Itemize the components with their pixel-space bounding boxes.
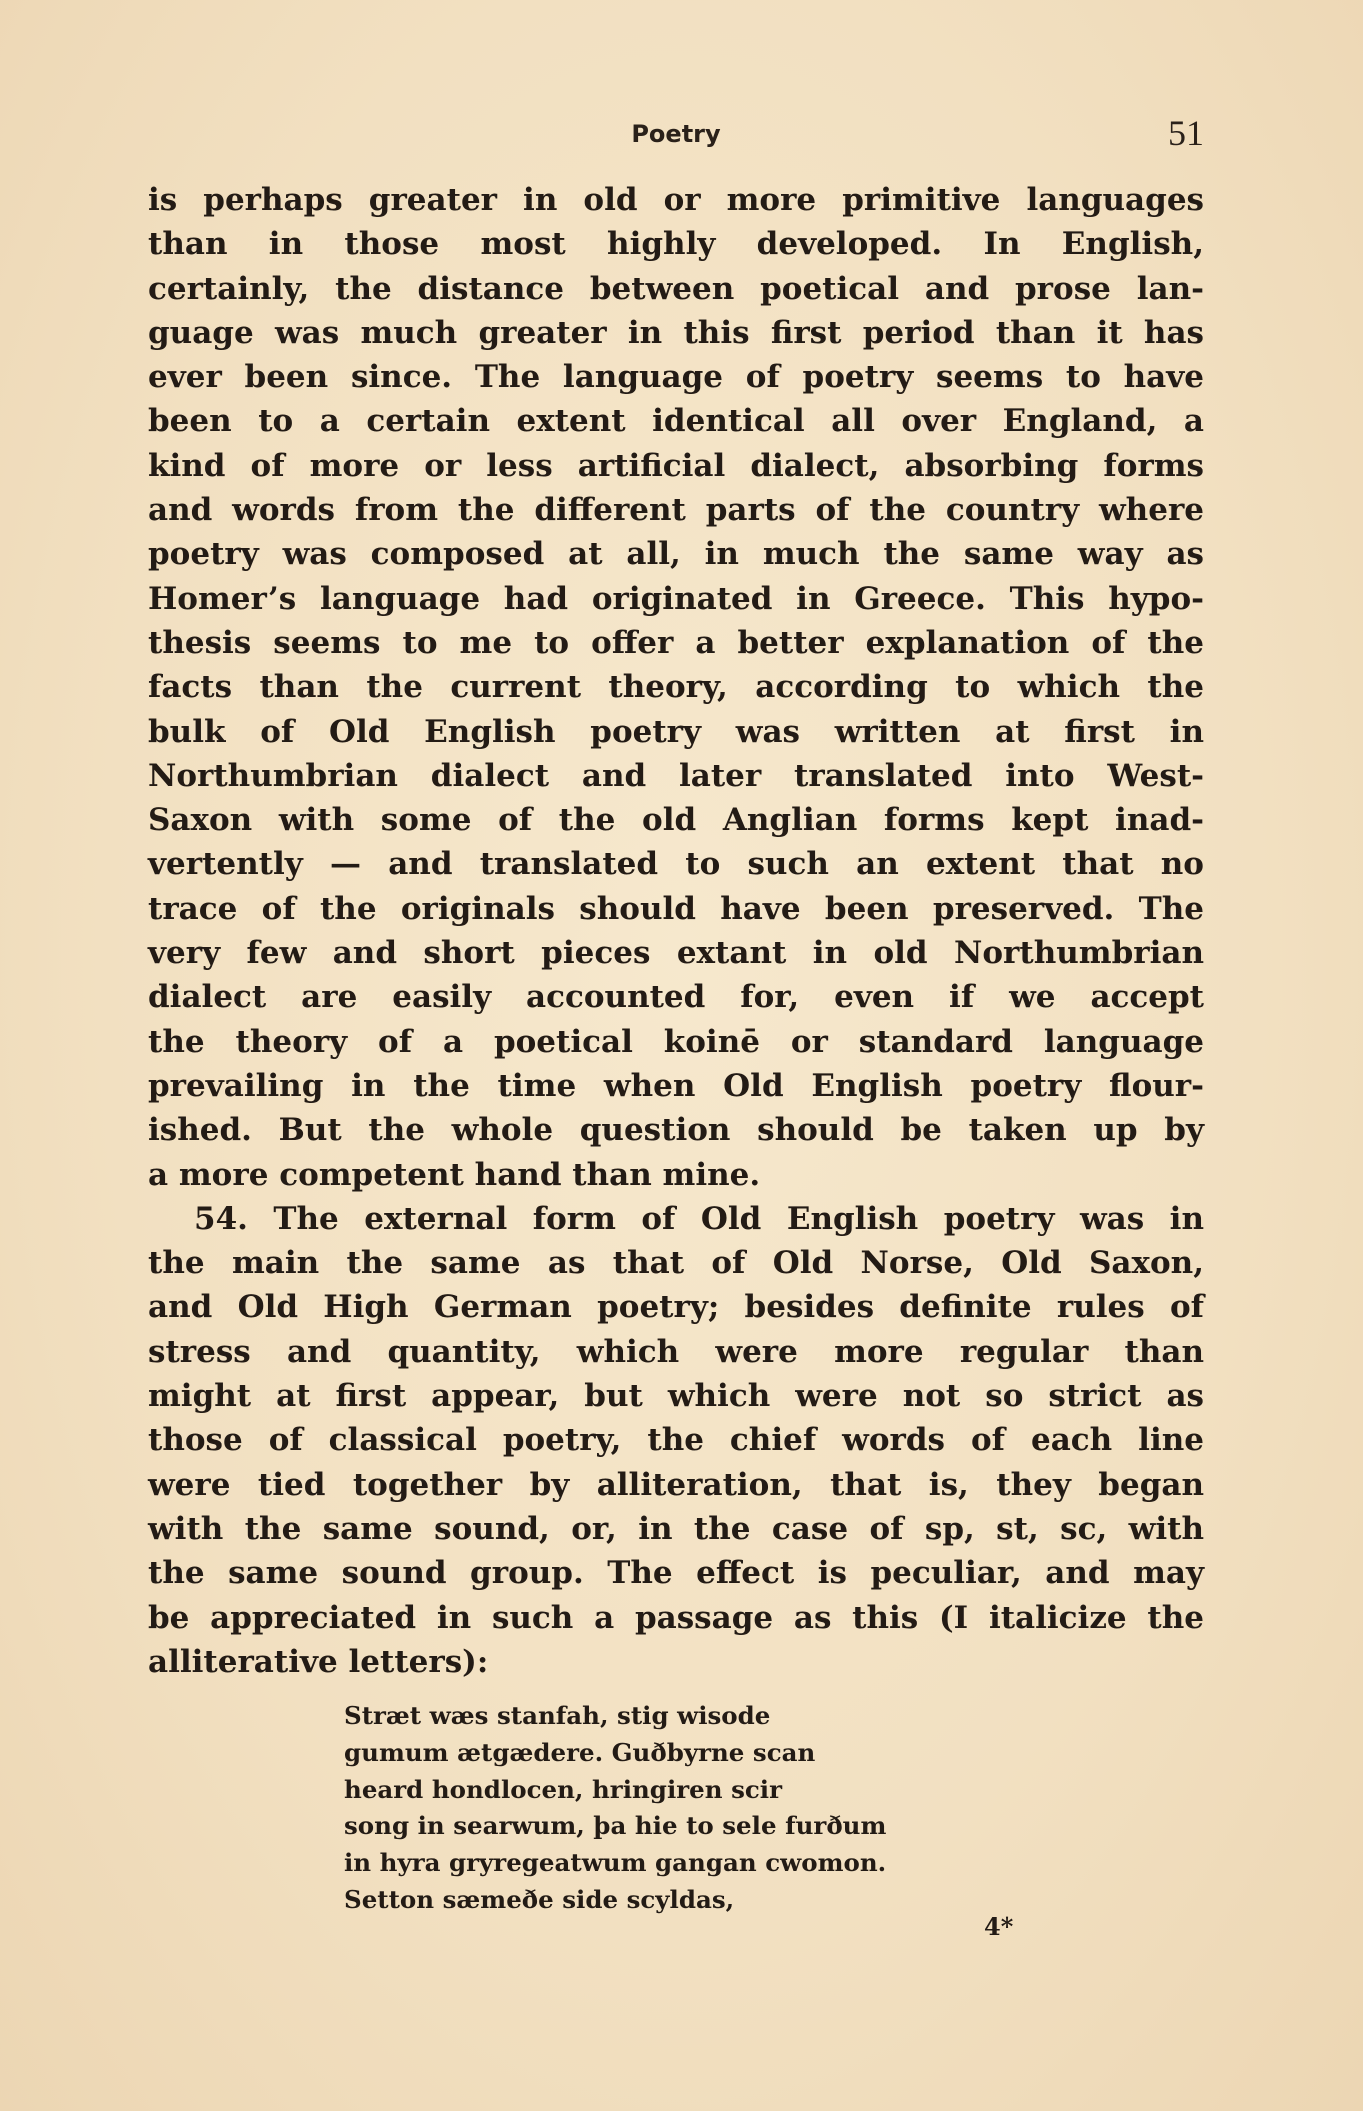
text-line: is perhaps greater in old or more primitive languages bbox=[148, 182, 1204, 218]
text-line: vertently — and translated to such an extent that no bbox=[148, 846, 1204, 883]
text-line: ever been since. The language of poetry seems to have bbox=[148, 359, 1204, 396]
verse-line: Setton sæmeðe side scyldas, bbox=[344, 1884, 735, 1914]
text-line: thesis seems to me to offer a better explanation of the bbox=[148, 624, 1204, 661]
text-line: and Old High German poetry; besides definite rules of bbox=[148, 1289, 1204, 1326]
verse-quotation bbox=[344, 1698, 1024, 1919]
text-line: very few and short pieces extant in old Northumbrian bbox=[148, 935, 1204, 972]
text-line: Northumbrian dialect and later translated into West- bbox=[148, 757, 1204, 794]
text-line: were tied together by alliteration, that is, they began bbox=[148, 1466, 1204, 1503]
text-line: Saxon with some of the old Anglian forms kept inad- bbox=[148, 802, 1204, 839]
text-line: poetry was composed at all, in much the same way as bbox=[148, 536, 1204, 573]
text-line: might at first appear, but which were not so strict as bbox=[148, 1378, 1204, 1415]
text-line: with the same sound, or, in the case of sp, st, sc, with bbox=[148, 1510, 1204, 1547]
text-line: a more competent hand than mine. bbox=[148, 1156, 761, 1193]
text-line: the main the same as that of Old Norse, Old Saxon, bbox=[148, 1245, 1204, 1282]
verse-line: song in searwum, þa hie to sele furðum bbox=[344, 1811, 887, 1841]
paragraph-start-line: 54. The external form of Old English poetry was in bbox=[194, 1200, 1204, 1237]
signature-mark: 4* bbox=[984, 1912, 1014, 1941]
text-line: alliterative letters): bbox=[148, 1643, 489, 1680]
text-line: be appreciated in such a passage as this (I italicize the bbox=[148, 1599, 1204, 1636]
text-line: bulk of Old English poetry was written at first in bbox=[148, 713, 1204, 750]
page-header bbox=[148, 112, 1204, 162]
text-line: Homer’s language had originated in Greece. This hypo- bbox=[148, 580, 1204, 617]
text-line: the same sound group. The effect is peculiar, and may bbox=[148, 1555, 1204, 1592]
text-line: those of classical poetry, the chief words of each line bbox=[148, 1422, 1204, 1459]
text-line: kind of more or less artificial dialect, absorbing forms bbox=[148, 447, 1204, 484]
text-line: ished. But the whole question should be taken up by bbox=[148, 1112, 1204, 1149]
verse-line: heard hondlocen, hringiren scir bbox=[344, 1774, 783, 1804]
text-line: trace of the originals should have been preserved. The bbox=[148, 890, 1204, 927]
text-line: and words from the different parts of the country where bbox=[148, 492, 1204, 529]
verse-line: in hyra gryregeatwum gangan cwomon. bbox=[344, 1848, 887, 1878]
text-line: than in those most highly developed. In English, bbox=[148, 226, 1204, 263]
page-number: 51 bbox=[1168, 113, 1204, 153]
text-line: certainly, the distance between poetical and prose lan- bbox=[148, 270, 1204, 307]
text-line: been to a certain extent identical all over England, a bbox=[148, 403, 1204, 440]
text-line: guage was much greater in this first period than it has bbox=[148, 314, 1204, 351]
text-line: the theory of a poetical koinē or standard language bbox=[148, 1023, 1204, 1060]
verse-line: gumum ætgædere. Guðbyrne scan bbox=[344, 1737, 816, 1767]
running-title: Poetry bbox=[631, 120, 721, 148]
body-text bbox=[148, 178, 1204, 1684]
text-line: facts than the current theory, according to which the bbox=[148, 669, 1204, 706]
text-line: prevailing in the time when Old English poetry flour- bbox=[148, 1067, 1204, 1104]
verse-line: Stræt wæs stanfah, stig wisode bbox=[344, 1701, 771, 1730]
text-line: dialect are easily accounted for, even if we accept bbox=[148, 979, 1204, 1016]
text-line: stress and quantity, which were more regular than bbox=[148, 1333, 1204, 1370]
